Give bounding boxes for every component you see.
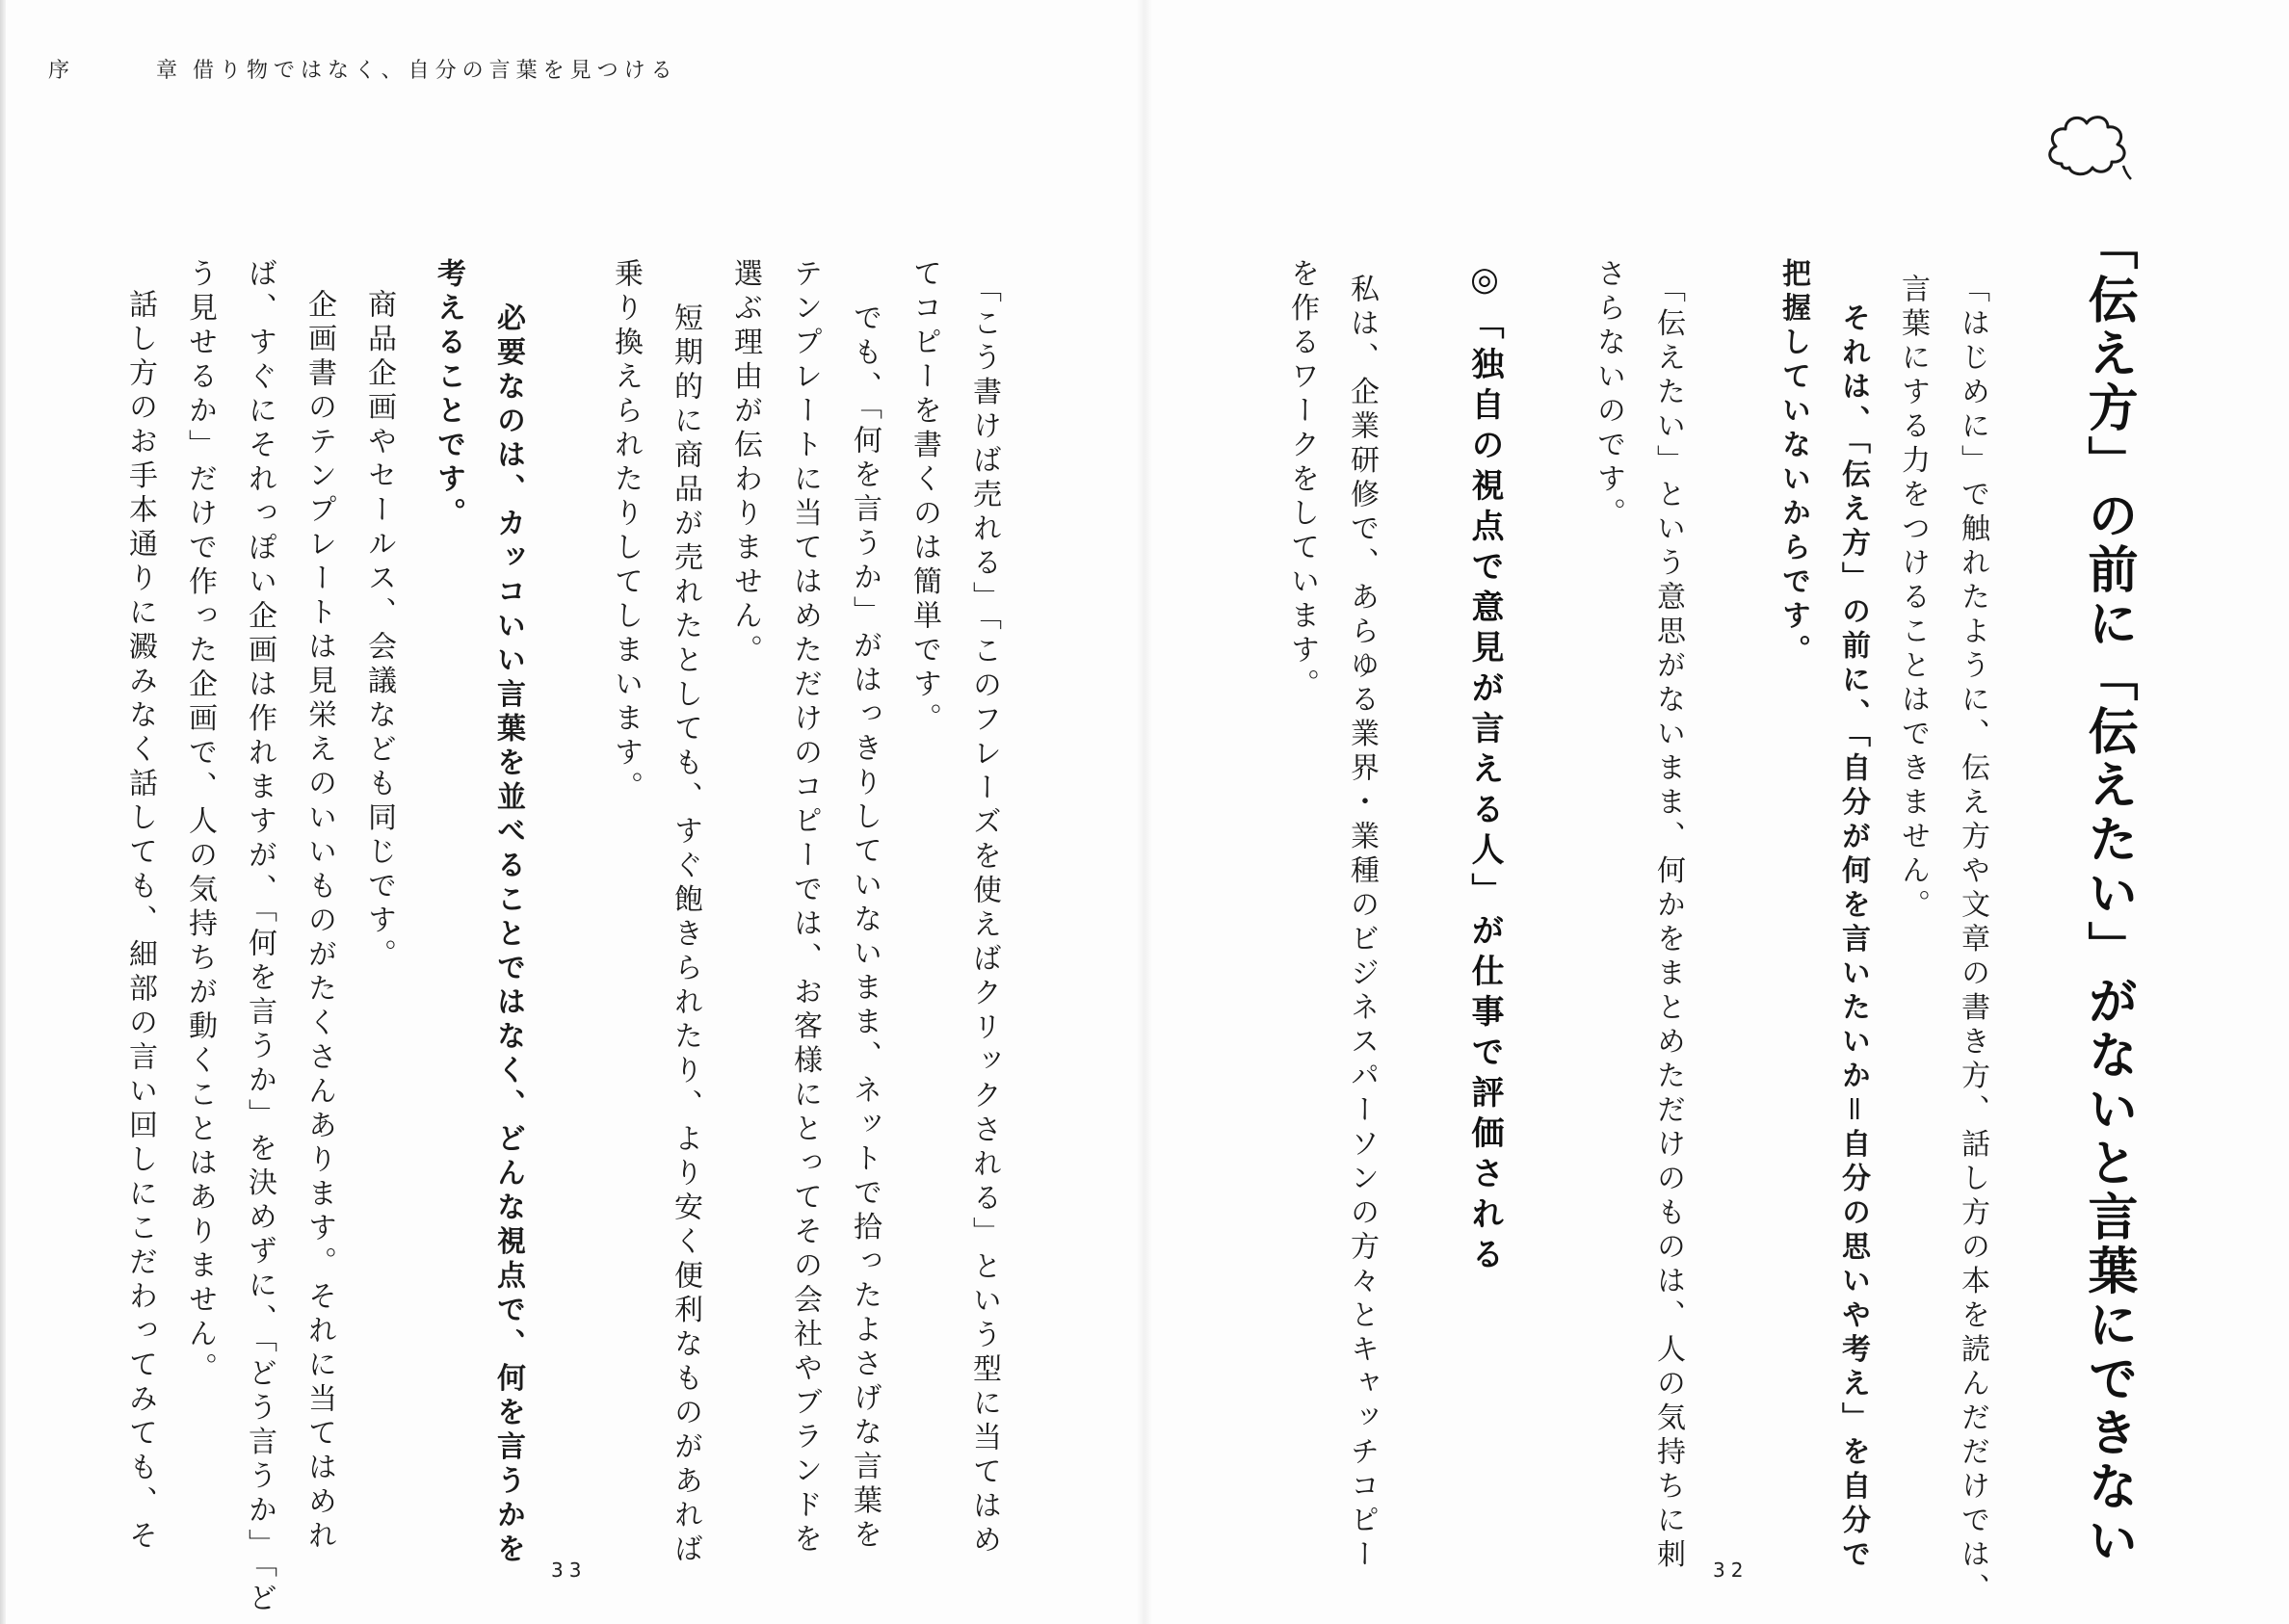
running-head-title: 借り物ではなく、自分の言葉を見つける bbox=[193, 59, 678, 83]
running-head-chapter-a: 序 bbox=[48, 59, 76, 83]
left-body-line-3: でも、「何を言うか」がはっきりしていないまま、ネットで拾ったよさげな言葉を bbox=[848, 302, 881, 1554]
section-heading: ◎「独自の視点で意見が言える人」が仕事で評価される bbox=[1465, 260, 1504, 1277]
left-body-line-14: 話し方のお手本通りに澱みなく話しても、細部の言い回しにこだわってみても、そ bbox=[123, 289, 157, 1555]
left-body-line-1: 「こう書けば売れる」「このフレーズを使えばクリックされる」という型に当てはめ bbox=[967, 274, 1001, 1559]
page-number-33: 33 bbox=[551, 1559, 588, 1582]
left-body-line-5: 選ぶ理由が伝わりません。 bbox=[728, 258, 762, 668]
section-title: 「伝え方」の前に「伝えたい」がないと言葉にできない bbox=[2079, 220, 2137, 1568]
left-body-line-9: 考えることです。 bbox=[432, 258, 465, 532]
page-number-32: 32 bbox=[1713, 1559, 1750, 1582]
right-body-line-1: 「はじめに」で触れたように、伝え方や文章の書き方、話し方の本を読んだだけでは、 bbox=[1956, 274, 1989, 1608]
running-head bbox=[48, 54, 678, 84]
left-body-line-12: ば、すぐにそれっぽい企画は作れますが、「何を言うか」を決めずに、「どう言うか」「ど bbox=[243, 258, 276, 1617]
left-body-line-7: 乗り換えられたりしてしまいます。 bbox=[609, 258, 643, 805]
left-body-line-6: 短期的に商品が売れたとしても、すぐ飽きられたり、より安く便利なものがあれば bbox=[669, 302, 702, 1568]
left-body-line-2: てコピーを書くのは簡単です。 bbox=[908, 258, 941, 737]
left-body-line-13: う見せるか」だけで作った企画で、人の気持ちが動くことはありません。 bbox=[183, 258, 217, 1387]
right-body-line-8: を作るワークをしています。 bbox=[1285, 258, 1319, 703]
book-gutter bbox=[1137, 0, 1152, 1624]
left-body-line-4: テンプレートに当てはめただけのコピーでは、お客様にとってその会社やブランドを bbox=[788, 258, 822, 1558]
right-body-line-5: 「伝えたい」という意思がないまま、何かをまとめただけのものは、人の気持ちに刺 bbox=[1651, 274, 1685, 1573]
cloud-ornament-icon bbox=[2040, 108, 2133, 189]
left-body-line-11: 企画書のテンプレートは見栄えのいいものがたくさんあります。それに当てはめれ bbox=[303, 289, 336, 1555]
running-head-chapter-b: 章 bbox=[156, 59, 184, 83]
page-edge bbox=[0, 0, 6, 1624]
right-body-line-3: それは、「伝え方」の前に、「自分が何を言いたいか＝自分の思いや考え」を自分で bbox=[1836, 302, 1870, 1573]
right-body-line-7: 私は、企業研修で、あらゆる業界・業種のビジネスパーソンの方々とキャッチコピー bbox=[1345, 274, 1379, 1573]
right-body-line-2: 言葉にする力をつけることはできません。 bbox=[1896, 274, 1930, 924]
left-body-line-8: 必要なのは、カッコいい言葉を並べることではなく、どんな視点で、何を言うかを bbox=[491, 302, 525, 1568]
right-body-line-4: 把握していないからです。 bbox=[1776, 258, 1810, 668]
right-body-line-6: さらないのです。 bbox=[1592, 258, 1625, 532]
left-body-line-10: 商品企画やセールス、会議なども同じです。 bbox=[362, 289, 396, 973]
